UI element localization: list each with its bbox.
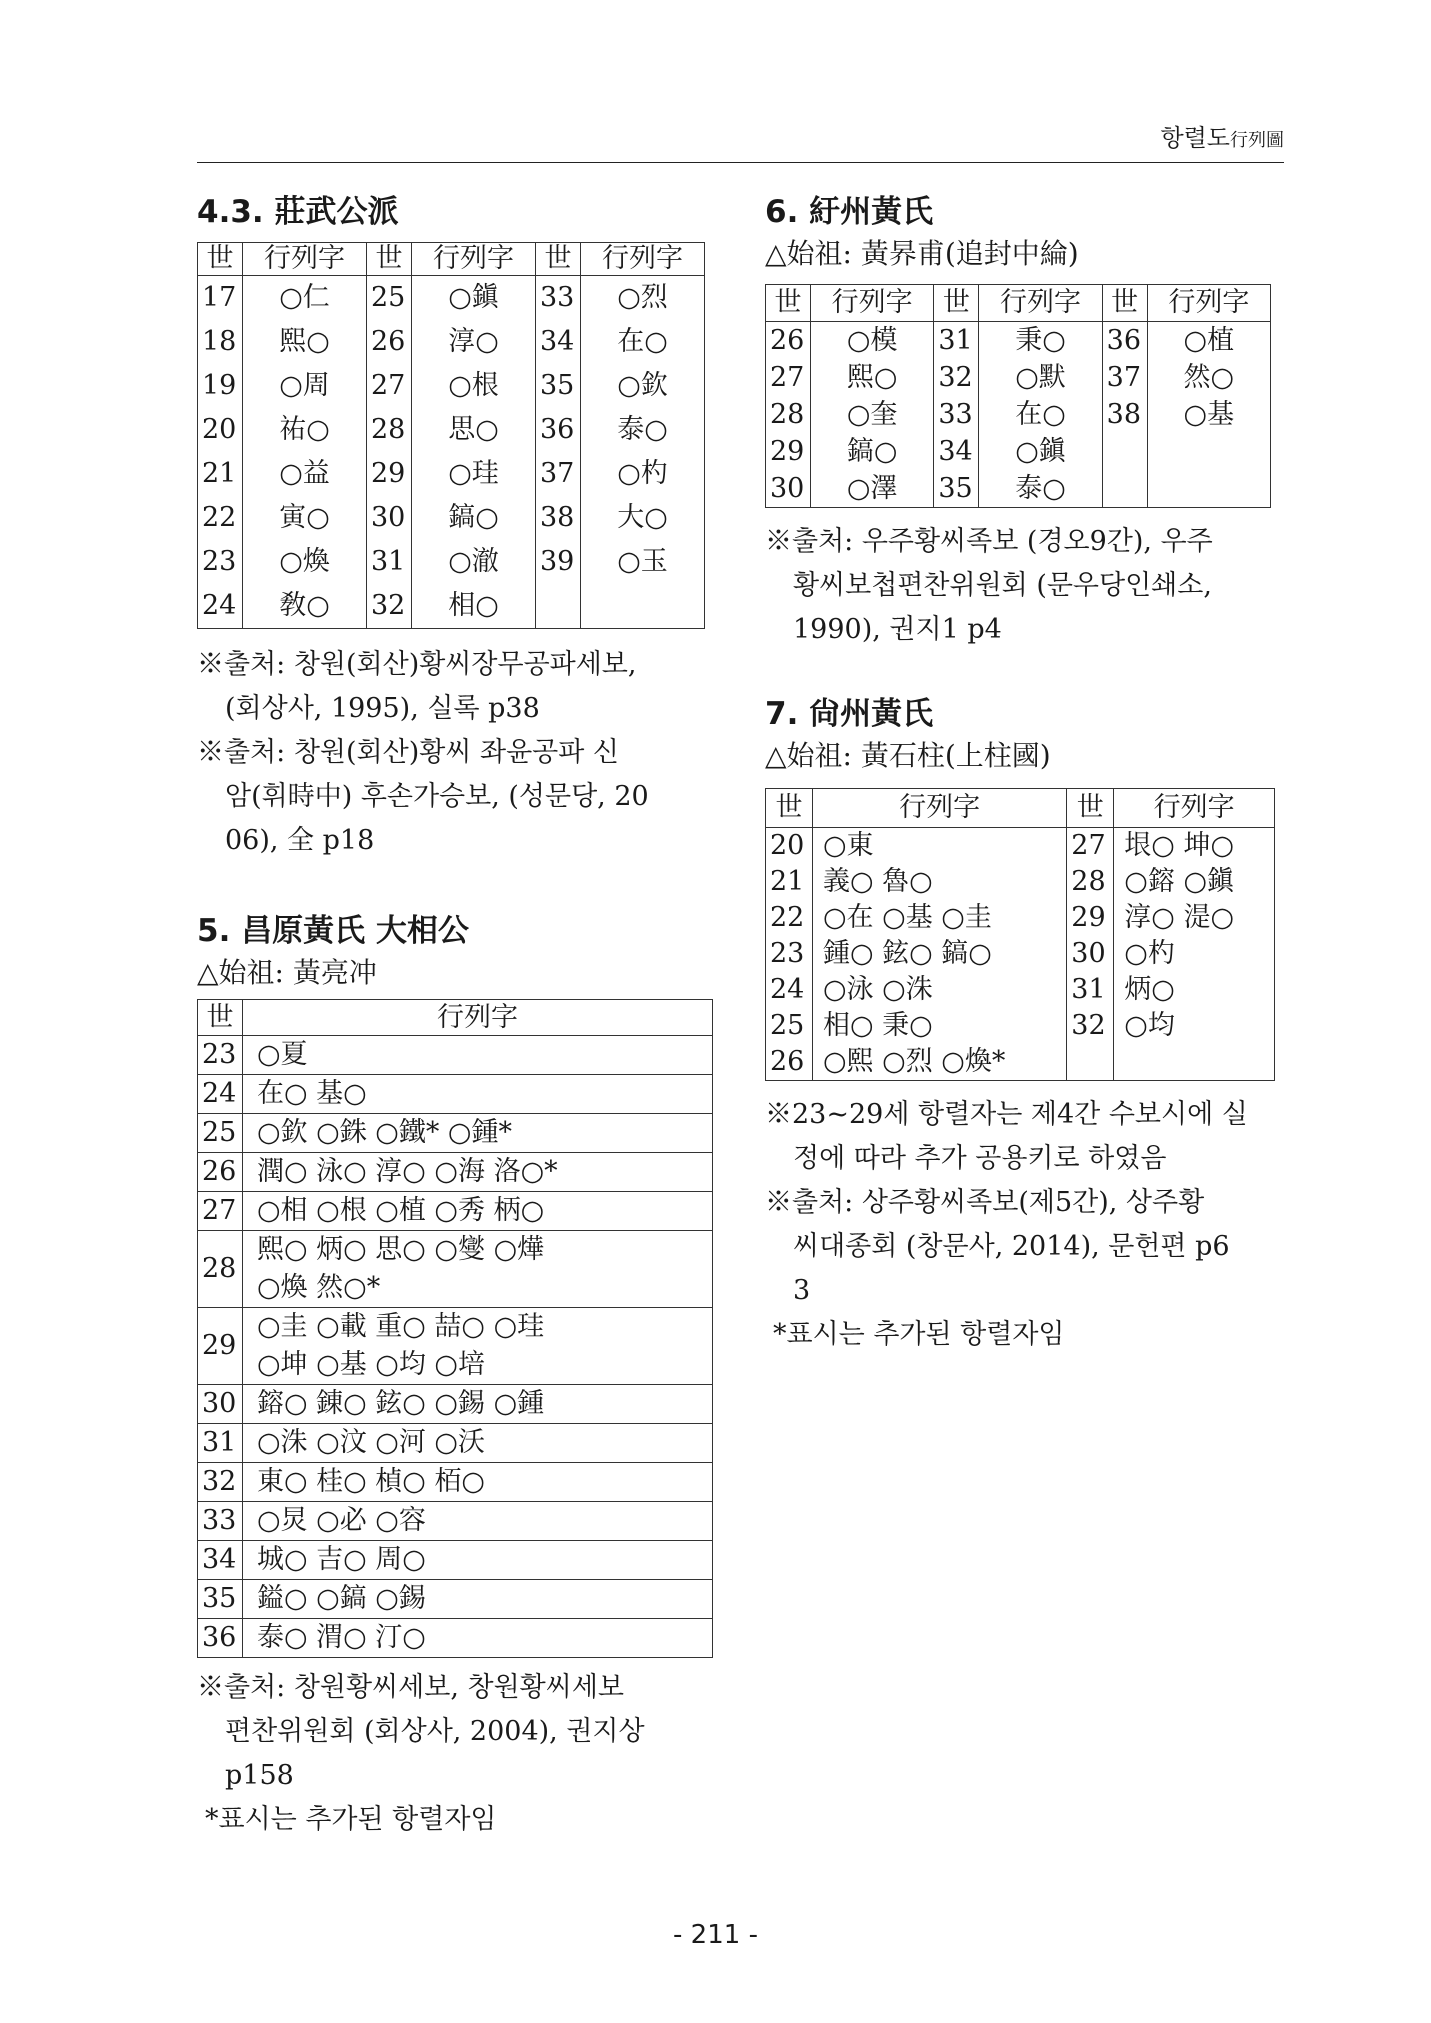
character-cell: 淳○ 湜○ [1114,900,1275,936]
character-cell: 垠○ 坤○ [1114,828,1275,865]
character-cell [1147,433,1270,470]
section-5-founder: △始祖: 黃亮冲 [197,956,377,989]
source-line: ※출처: 상주황씨족보(제5간), 상주황 [765,1187,1205,1218]
character-cell: 鎬○ [412,496,536,540]
source-line: 06), 全 p18 [225,825,375,856]
character-header: 行列字 [1114,789,1275,828]
section-7-founder: △始祖: 黃石柱(上柱國) [765,739,1051,772]
generation-header: 世 [198,1000,243,1036]
source-line: 씨대종회 (창문사, 2014), 문헌편 p6 [793,1231,1230,1262]
page-number: - 211 - [673,1920,758,1950]
character-cell: 鍾○ 鉉○ 鎬○ [813,936,1067,972]
table-row [198,408,705,452]
table-row [766,322,1271,360]
table-row [198,1580,713,1619]
table-row [198,1114,713,1153]
character-cell: ○植 [1147,322,1270,360]
table-row [198,1424,713,1463]
table-row [766,433,1271,470]
character-header: 行列字 [813,789,1067,828]
character-cell: 在○ [581,320,705,364]
character-cell: ○欽 [581,364,705,408]
generation-header: 世 [367,243,412,276]
compile-note-7 [765,1093,1285,1181]
character-cell: 祐○ [243,408,367,452]
table-row [198,540,705,584]
generation-cell: 35 [934,470,979,508]
table-row [766,936,1275,972]
character-cell: ○根 [412,364,536,408]
table-row [198,1192,713,1231]
generation-cell: 24 [766,972,813,1008]
character-cell: ○炅 ○必 ○容 [243,1502,713,1541]
source-note-5 [197,1666,713,1798]
character-cell: ○烈 [581,276,705,321]
character-cell: 思○ [412,408,536,452]
table-7 [765,788,1275,1081]
character-cell: 鎔○ 錬○ 鉉○ ○錫 ○鍾 [243,1385,713,1424]
character-cell: 泰○ [979,470,1102,508]
character-cell: 相○ 秉○ [813,1008,1067,1044]
generation-header: 世 [1067,789,1114,828]
source-line: (회상사, 1995), 실록 p38 [225,693,540,724]
character-cell: ○杓 [581,452,705,496]
table-row [198,584,705,629]
table-row [198,1308,713,1385]
generation-cell: 32 [198,1463,243,1502]
generation-cell: 33 [536,276,581,321]
generation-cell: 34 [536,320,581,364]
character-cell: 泰○ 渭○ 汀○ [243,1619,713,1658]
character-cell: ○澈 [412,540,536,584]
generation-cell: 26 [198,1153,243,1192]
source-line: p158 [225,1760,294,1791]
section-4-3-title: 4.3. 莊武公派 [197,194,399,230]
generation-cell: 31 [934,322,979,360]
source-line: 황씨보첩편찬위원회 (문우당인쇄소, [793,570,1212,601]
source-line: ※출처: 창원황씨세보, 창원황씨세보 [197,1672,624,1703]
section-7-title: 7. 尙州黃氏 [765,696,934,732]
generation-cell [1102,433,1147,470]
character-header: 行列字 [243,243,367,276]
generation-cell: 37 [536,452,581,496]
table-row [198,1231,713,1308]
character-cell: ○洙 ○汶 ○河 ○沃 [243,1424,713,1463]
character-cell: ○益 [243,452,367,496]
character-cell: 潤○ 泳○ 淳○ ○海 洛○* [243,1153,713,1192]
character-cell: 鎬○ [811,433,934,470]
character-cell: 東○ 桂○ 楨○ 栢○ [243,1463,713,1502]
generation-cell: 26 [766,322,811,360]
generation-cell: 24 [198,1075,243,1114]
character-header: 行列字 [811,285,934,322]
generation-cell: 32 [934,359,979,396]
character-cell: 熙○ [243,320,367,364]
table-4-3 [197,242,705,629]
character-header: 行列字 [581,243,705,276]
section-6-founder: △始祖: 黃昦甫(追封中綸) [765,237,1079,270]
generation-cell: 20 [766,828,813,865]
generation-cell: 37 [1102,359,1147,396]
generation-cell: 28 [1067,864,1114,900]
source-line: 암(휘時中) 후손가승보, (성문당, 20 [225,781,649,812]
generation-header: 世 [766,285,811,322]
character-cell: 在○ 基○ [243,1075,713,1114]
character-cell: 秉○ [979,322,1102,360]
page-header [197,112,1284,163]
generation-cell: 18 [198,320,243,364]
character-cell: ○基 [1147,396,1270,433]
source-line: 1990), 권지1 p4 [793,614,1002,645]
generation-cell: 23 [198,1036,243,1075]
character-cell: 泰○ [581,408,705,452]
generation-cell: 27 [198,1192,243,1231]
generation-cell: 29 [1067,900,1114,936]
generation-cell: 34 [198,1541,243,1580]
table-row [766,470,1271,508]
table-row [198,1541,713,1580]
generation-cell: 29 [766,433,811,470]
generation-cell: 29 [198,1308,243,1385]
table-row [198,276,705,321]
section-5-title: 5. 昌原黃氏 大相公 [197,913,469,949]
source-line: ※출처: 우주황씨족보 (경오9간), 우주 [765,526,1213,557]
generation-cell: 31 [198,1424,243,1463]
generation-cell: 25 [198,1114,243,1153]
table-row [198,496,705,540]
right-column [765,190,1285,1357]
source-note-6 [765,520,1285,652]
character-header: 行列字 [1147,285,1270,322]
character-header: 行列字 [979,285,1102,322]
generation-cell: 32 [367,584,412,629]
generation-cell: 22 [198,496,243,540]
table-row [198,1619,713,1658]
character-header: 行列字 [243,1000,713,1036]
running-title [1160,118,1284,153]
source-line: 편찬위원회 (회상사, 2004), 권지상 [225,1716,645,1747]
table-6 [765,284,1271,508]
character-cell: 寅○ [243,496,367,540]
note-line: 정에 따라 추가 공용키로 하였음 [793,1143,1167,1174]
table-row [198,1385,713,1424]
generation-cell: 26 [766,1044,813,1081]
table-row [198,1153,713,1192]
generation-cell: 36 [1102,322,1147,360]
generation-cell: 34 [934,433,979,470]
character-cell: ○在 ○基 ○圭 [813,900,1067,936]
generation-header: 世 [766,789,813,828]
generation-cell: 27 [367,364,412,408]
generation-header: 世 [1102,285,1147,322]
character-cell: 在○ [979,396,1102,433]
generation-cell: 33 [934,396,979,433]
generation-cell: 30 [367,496,412,540]
character-cell: ○仁 [243,276,367,321]
generation-cell: 22 [766,900,813,936]
character-cell: 敎○ [243,584,367,629]
generation-cell: 17 [198,276,243,321]
generation-cell [1102,470,1147,508]
table-row [198,1502,713,1541]
character-cell: ○圭 ○載 重○ 喆○ ○珪 ○坤 ○基 ○均 ○培 [243,1308,713,1385]
source-line: ※출처: 창원(회산)황씨 좌윤공파 신 [197,737,619,768]
added-char-note-7: *표시는 추가된 항렬자임 [773,1319,1065,1350]
character-cell: ○玉 [581,540,705,584]
character-cell: ○欽 ○銖 ○鐵* ○鍾* [243,1114,713,1153]
generation-cell: 28 [367,408,412,452]
character-cell: ○珪 [412,452,536,496]
generation-cell: 38 [1102,396,1147,433]
generation-cell: 31 [1067,972,1114,1008]
table-row [766,359,1271,396]
character-cell: 城○ 吉○ 周○ [243,1541,713,1580]
generation-cell: 25 [766,1008,813,1044]
generation-cell: 28 [766,396,811,433]
character-cell: ○熙 ○烈 ○煥* [813,1044,1067,1081]
table-row [198,1075,713,1114]
table-row [198,1036,713,1075]
running-title-korean: 항렬도 [1160,124,1230,152]
generation-cell: 29 [367,452,412,496]
generation-cell: 36 [536,408,581,452]
generation-cell [1067,1044,1114,1081]
character-cell: ○相 ○根 ○植 ○秀 柄○ [243,1192,713,1231]
table-row [198,1463,713,1502]
added-char-note-5: *표시는 추가된 항렬자임 [205,1804,497,1835]
character-cell: ○默 [979,359,1102,396]
generation-cell: 27 [1067,828,1114,865]
character-cell: ○東 [813,828,1067,865]
character-cell: ○均 [1114,1008,1275,1044]
source-line: ※출처: 창원(회산)황씨장무공파세보, [197,649,637,680]
generation-cell: 28 [198,1231,243,1308]
generation-cell: 39 [536,540,581,584]
character-cell: 熙○ 炳○ 思○ ○燮 ○燁 ○煥 然○* [243,1231,713,1308]
generation-cell: 21 [766,864,813,900]
character-cell: 熙○ [811,359,934,396]
character-cell: ○鎭 [979,433,1102,470]
running-title-hanja: 行列圖 [1230,130,1284,151]
table-5 [197,999,713,1658]
section-6-title: 6. 紆州黃氏 [765,194,934,230]
table-row [766,396,1271,433]
character-cell: ○煥 [243,540,367,584]
table-row [198,452,705,496]
generation-cell: 24 [198,584,243,629]
table-row [766,1044,1275,1081]
character-cell: 然○ [1147,359,1270,396]
generation-cell: 20 [198,408,243,452]
source-line: 3 [793,1275,811,1306]
character-cell [1147,470,1270,508]
generation-cell [536,584,581,629]
source-note-4-3-b [197,731,713,863]
generation-header: 世 [934,285,979,322]
note-line: ※23~29세 항렬자는 제4간 수보시에 실 [765,1099,1248,1130]
generation-cell: 30 [766,470,811,508]
generation-cell: 36 [198,1619,243,1658]
character-cell: ○鎭 [412,276,536,321]
character-cell: ○模 [811,322,934,360]
left-column [197,190,713,1842]
generation-cell: 26 [367,320,412,364]
character-cell [581,584,705,629]
table-row [198,320,705,364]
generation-cell: 31 [367,540,412,584]
generation-cell: 33 [198,1502,243,1541]
character-cell: ○澤 [811,470,934,508]
generation-cell: 21 [198,452,243,496]
character-cell: ○杓 [1114,936,1275,972]
character-header: 行列字 [412,243,536,276]
table-row [198,364,705,408]
character-cell: ○鎔 ○鎭 [1114,864,1275,900]
character-cell: 淳○ [412,320,536,364]
character-cell: ○泳 ○洙 [813,972,1067,1008]
table-row [766,900,1275,936]
character-cell: ○周 [243,364,367,408]
generation-header: 世 [536,243,581,276]
character-cell: ○夏 [243,1036,713,1075]
character-cell: 鎰○ ○鎬 ○錫 [243,1580,713,1619]
generation-cell: 25 [367,276,412,321]
generation-header: 世 [198,243,243,276]
character-cell: 炳○ [1114,972,1275,1008]
character-cell: 義○ 魯○ [813,864,1067,900]
generation-cell: 30 [1067,936,1114,972]
character-cell: 相○ [412,584,536,629]
source-note-7 [765,1181,1285,1313]
generation-cell: 23 [766,936,813,972]
generation-cell: 35 [198,1580,243,1619]
character-cell: ○奎 [811,396,934,433]
table-row [766,1008,1275,1044]
generation-cell: 27 [766,359,811,396]
generation-cell: 32 [1067,1008,1114,1044]
generation-cell: 19 [198,364,243,408]
source-note-4-3-a [197,643,713,731]
table-row [766,828,1275,865]
generation-cell: 38 [536,496,581,540]
character-cell: 大○ [581,496,705,540]
table-row [766,864,1275,900]
character-cell [1114,1044,1275,1081]
generation-cell: 35 [536,364,581,408]
generation-cell: 23 [198,540,243,584]
table-row [766,972,1275,1008]
generation-cell: 30 [198,1385,243,1424]
